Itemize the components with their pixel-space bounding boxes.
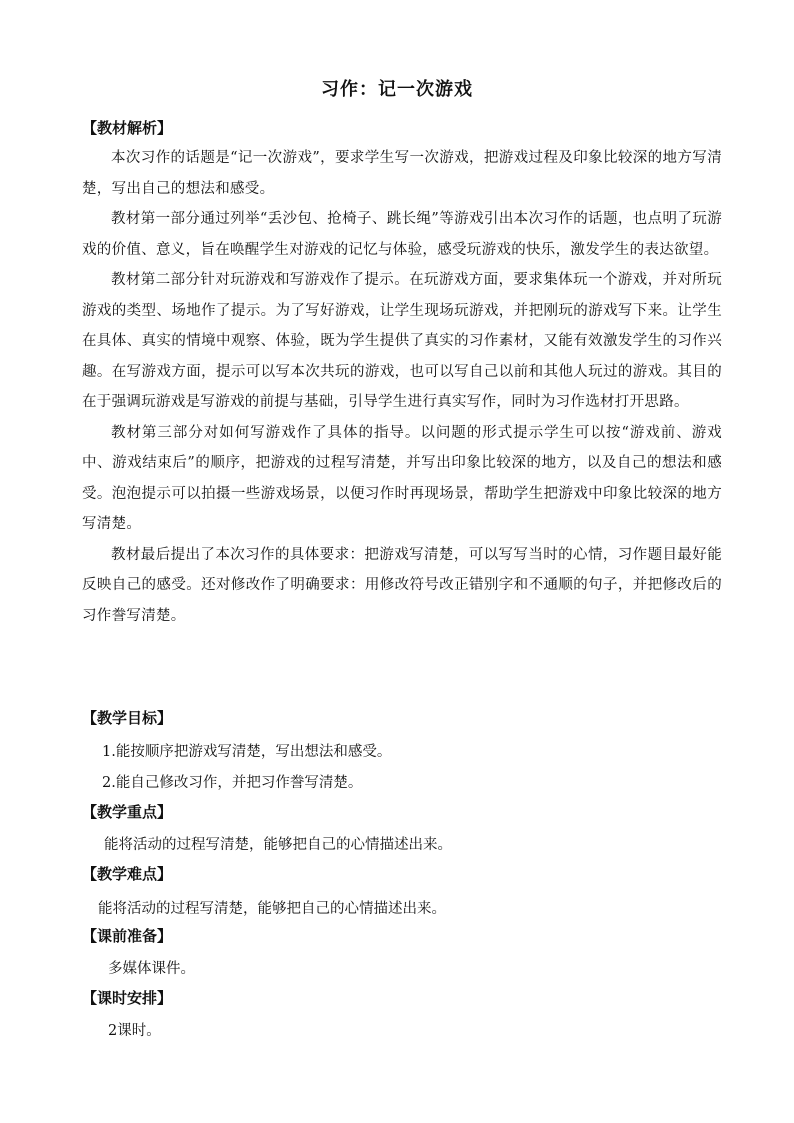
document-title: 习作：记一次游戏 bbox=[321, 79, 473, 100]
focus-text: 能将活动的过程写清楚，能够把自己的心情描述出来。 bbox=[104, 837, 452, 853]
analysis-paragraph-3: 教材第二部分针对玩游戏和写游戏作了提示。在玩游戏方面，要求集体玩一个游戏，并对所玩游戏的类型、场地作了提示。为了写好游戏，让学生现场玩游戏，并把刚玩的游戏写下来。让学生在具体、真实的情境中观察、体验，既为学生提供了真实的习作素材，又能有效激发学生的习作兴趣。在写游戏方面，提示可以写本次共玩的游戏，也可以写自己以前和其他人玩过的游戏。其目的在于强调玩游戏是写游戏的前提与基础，引导学生进行真实写作，同时为习作选材打开思路。 bbox=[82, 272, 722, 410]
section-preparation bbox=[82, 924, 722, 981]
heading-analysis: 【教材解析】 bbox=[82, 119, 173, 137]
section-difficulty bbox=[82, 862, 722, 921]
section-analysis bbox=[82, 116, 722, 631]
analysis-paragraph-5: 教材最后提出了本次习作的具体要求：把游戏写清楚，可以写写当时的心情，习作题目最好能反映自己的感受。还对修改作了明确要求：用修改符号改正错别字和不通顺的句子，并把修改后的习作誊写清楚。 bbox=[82, 546, 722, 624]
heading-focus: 【教学重点】 bbox=[82, 803, 173, 821]
section-goals bbox=[82, 706, 722, 795]
analysis-paragraph-1: 本次习作的话题是“记一次游戏”，要求学生写一次游戏，把游戏过程及印象比较深的地方写清楚，写出自己的想法和感受。 bbox=[82, 150, 722, 197]
section-schedule bbox=[82, 986, 722, 1043]
preparation-text: 多媒体课件。 bbox=[108, 961, 195, 977]
analysis-paragraph-4: 教材第三部分对如何写游戏作了具体的指导。以问题的形式提示学生可以按“游戏前、游戏中、游戏结束后”的顺序，把游戏的过程写清楚，并写出印象比较深的地方，以及自己的想法和感受。泡泡提示可以拍摄一些游戏场景，以便习作时再现场景，帮助学生把游戏中印象比较深的地方写清楚。 bbox=[82, 424, 722, 532]
heading-difficulty: 【教学难点】 bbox=[82, 865, 173, 883]
analysis-paragraph-2: 教材第一部分通过列举“丢沙包、抢椅子、跳长绳”等游戏引出本次习作的话题，也点明了玩游戏的价值、意义，旨在唤醒学生对游戏的记忆与体验，感受玩游戏的快乐，激发学生的表达欲望。 bbox=[82, 211, 722, 258]
goal-item-2: 2.能自己修改习作，并把习作誊写清楚。 bbox=[102, 775, 363, 791]
heading-goals: 【教学目标】 bbox=[82, 709, 173, 727]
section-focus bbox=[82, 800, 722, 857]
analysis-body bbox=[82, 143, 722, 631]
heading-schedule: 【课时安排】 bbox=[82, 989, 173, 1007]
schedule-text: 2课时。 bbox=[108, 1023, 161, 1039]
heading-preparation: 【课前准备】 bbox=[82, 927, 173, 945]
goal-item-1: 1.能按顺序把游戏写清楚，写出想法和感受。 bbox=[102, 744, 392, 760]
difficulty-text: 能将活动的过程写清楚，能够把自己的心情描述出来。 bbox=[98, 901, 446, 917]
